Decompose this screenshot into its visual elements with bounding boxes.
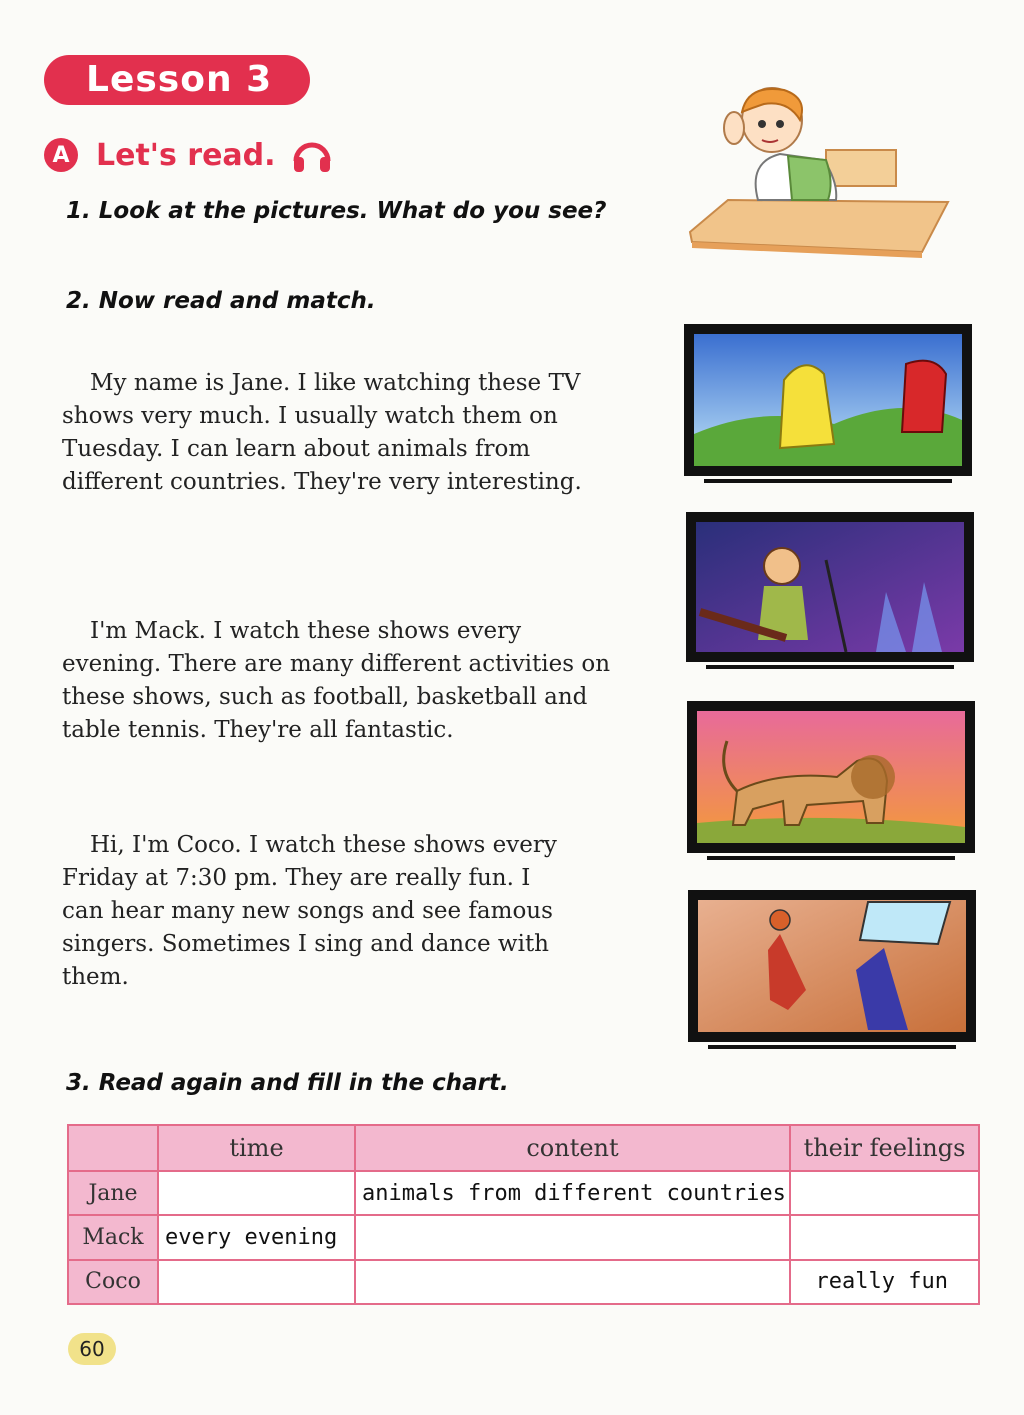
chart-cell-content[interactable]: animals from different countries — [355, 1171, 790, 1215]
chart-cell-feelings[interactable] — [790, 1171, 979, 1215]
chart-cell-time[interactable] — [158, 1260, 355, 1304]
chart-rowhead: Coco — [68, 1260, 158, 1304]
section-title: Let's read. — [96, 137, 276, 173]
instruction-2: 2. Now read and match. — [66, 288, 376, 314]
chart-header-row — [68, 1125, 979, 1171]
chart-cell-feelings[interactable]: really fun — [790, 1260, 979, 1304]
chart-cell-content[interactable] — [355, 1215, 790, 1259]
chart-cell-feelings[interactable] — [790, 1215, 979, 1259]
paragraph-jane: My name is Jane. I like watching these TV shows very much. I usually watch them on Tuesday. I can learn about animals from different countries. They're very interesting. — [62, 370, 582, 495]
chart-cell-time[interactable]: every evening — [158, 1215, 355, 1259]
chart-header-blank — [68, 1125, 158, 1171]
tv-cartoon-picture — [684, 324, 972, 488]
instruction-1: 1. Look at the pictures. What do you see? — [66, 198, 607, 224]
instruction-3: 3. Read again and fill in the chart. — [66, 1070, 509, 1096]
fill-in-chart — [67, 1124, 980, 1305]
paragraph-mack: I'm Mack. I watch these shows every evening. There are many different activities on these shows, such as football, basketball and table tennis. They're all fantastic. — [62, 618, 611, 743]
chart-cell-content[interactable] — [355, 1260, 790, 1304]
boy-at-desk-illustration — [688, 82, 950, 258]
section-a-heading — [44, 133, 334, 177]
chart-row-mack — [68, 1215, 979, 1259]
tv-singer-picture — [686, 512, 974, 672]
chart-header-feelings: their feelings — [790, 1125, 979, 1171]
section-badge: A — [44, 138, 78, 172]
lesson-title: Lesson 3 — [44, 55, 310, 105]
headphones-icon[interactable] — [290, 135, 334, 175]
tv-basketball-picture — [688, 890, 976, 1050]
chart-row-coco — [68, 1260, 979, 1304]
chart-header-content: content — [355, 1125, 790, 1171]
chart-header-time: time — [158, 1125, 355, 1171]
tv-lion-picture — [687, 701, 975, 861]
chart-rowhead: Jane — [68, 1171, 158, 1215]
chart-row-jane — [68, 1171, 979, 1215]
chart-cell-time[interactable] — [158, 1171, 355, 1215]
chart-rowhead: Mack — [68, 1215, 158, 1259]
page-number: 60 — [68, 1333, 116, 1365]
paragraph-coco: Hi, I'm Coco. I watch these shows every Friday at 7:30 pm. They are really fun. I can hear many new songs and see famous singers. Sometimes I sing and dance with them. — [62, 832, 557, 990]
